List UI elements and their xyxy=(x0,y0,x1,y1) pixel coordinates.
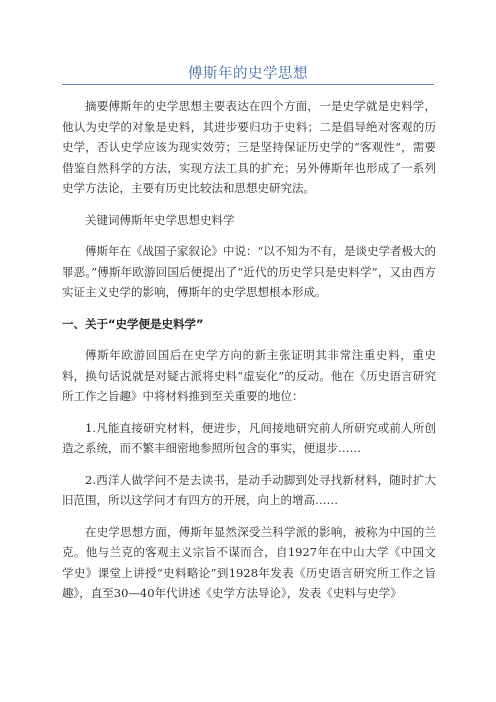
keywords-paragraph: 关键词傅斯年史学思想史料学 xyxy=(85,212,235,227)
document-body xyxy=(62,96,436,615)
title-divider xyxy=(62,84,434,85)
intro-paragraph: 傅斯年在《战国子家叙论》中说：“以不知为不有，是谈史学者极大的罪恶。”傅斯年欧游回国后便提出了“近代的历史学只是史料学”，又由西方实证主义史学的影响，傅斯年的史学思想根本形成。 xyxy=(62,244,436,299)
list-item-1: 1.凡能直接研究材料，便进步，凡间接地研究前人所研究或前人所创造之系统，而不繁丰细密地参照所包含的事实，便退步…… xyxy=(62,420,436,455)
section-1-paragraph-1: 傅斯年欧游回国后在史学方向的新主张证明其非常注重史料，重史料，换句话说就是对疑古派将史料“虚妄化”的反动。他在《历史语言研究所工作之旨趣》中将材料推到至关重要的地位： xyxy=(62,348,436,403)
abstract-paragraph: 摘要傅斯年的史学思想主要表达在四个方面，一是史学就是史料学，他认为史学的对象是史料，其进步要归功于史料；二是倡导绝对客观的历史学，否认史学应该为现实效劳；三是坚持保证历史学的“客观性“，需要借鉴自然科学的方法，实现方法工具的扩充；另外傅斯年也形成了一系列史学方法论，主要有历史比较法和思想史研究法。 xyxy=(62,99,436,195)
section-1-heading: 一、关于“史学便是史料学” xyxy=(62,316,204,331)
section-1-paragraph-2: 在史学思想方面，傅斯年显然深受兰科学派的影响，被称为中国的兰克。他与兰克的客观主义宗旨不谋而合，自1927年在中山大学《中国文学史》课堂上讲授“史料略论”到1928年发表《历史语言研究所工作之旨趣》，直至30—40年代讲述《史学方法导论》，发表《史料与史学》 xyxy=(62,524,436,600)
document-title: 傅斯年的史学思想 xyxy=(188,66,308,82)
list-item-2: 2.西洋人做学问不是去读书，是动手动脚到处寻找新材料，随时扩大旧范围，所以这学问才有四方的开展，向上的增高…… xyxy=(62,472,436,507)
